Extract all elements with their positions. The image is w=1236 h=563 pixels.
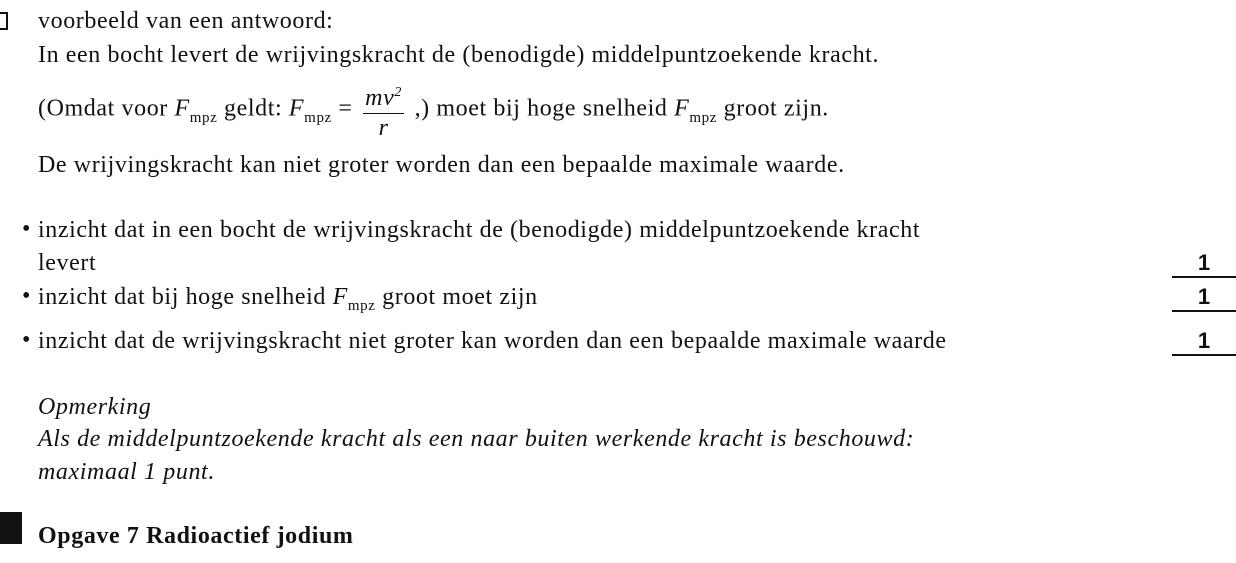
answer-line-3: De wrijvingskracht kan niet groter worden dan een bepaalde maximale waarde.	[38, 152, 845, 178]
criterion-1-points: 1	[1172, 250, 1236, 278]
bullet-2: •	[22, 283, 31, 309]
answer-formula-line	[38, 78, 829, 142]
formula-sub2: mpz	[304, 109, 332, 126]
remark-line-2: maximaal 1 punt.	[38, 459, 215, 485]
next-section-title: Opgave 7 Radioactief jodium	[38, 523, 354, 549]
fraction-denominator: r	[378, 115, 389, 141]
criterion-1-line1: inzicht dat in een bocht de wrijvingskracht de (benodigde) middelpuntzoekende kracht	[38, 217, 921, 243]
answer-line-1: In een bocht levert de wrijvingskracht de (benodigde) middelpuntzoekende kracht.	[38, 42, 880, 68]
formula-eq: =	[338, 95, 353, 122]
criterion-3-points: 1	[1172, 328, 1236, 356]
prev-section-marker	[0, 12, 8, 30]
remark-line-1: Als de middelpuntzoekende kracht als een naar buiten werkende kracht is beschouwd:	[38, 426, 915, 452]
formula-sub3: mpz	[689, 109, 718, 126]
section-marker	[0, 512, 22, 544]
answer-intro: voorbeeld van een antwoord:	[38, 8, 334, 34]
formula-suffix: ,) moet bij hoge snelheid	[414, 95, 668, 122]
formula-prefix: (Omdat voor	[38, 95, 168, 122]
criterion-2-points: 1	[1172, 284, 1236, 312]
formula-geldt: geldt:	[224, 95, 283, 122]
formula-fraction	[363, 78, 404, 142]
formula-end: groot zijn.	[723, 95, 829, 122]
formula-sub: mpz	[189, 109, 218, 126]
criterion-3: inzicht dat de wrijvingskracht niet groter kan worden dan een bepaalde maximale waarde	[38, 328, 947, 354]
bullet-3: •	[22, 327, 31, 353]
remark-title: Opmerking	[38, 394, 152, 420]
bullet-1: •	[22, 216, 31, 242]
fraction-numerator: $mv^2$	[363, 78, 404, 114]
criterion-1-line2: levert	[38, 250, 97, 276]
formula-F3: F	[674, 95, 690, 122]
formula-F2: F	[288, 95, 305, 122]
criterion-2: inzicht dat bij hoge snelheid $F_{mpz}$ groot moet zijn	[38, 284, 538, 314]
formula-F: F	[174, 95, 190, 122]
